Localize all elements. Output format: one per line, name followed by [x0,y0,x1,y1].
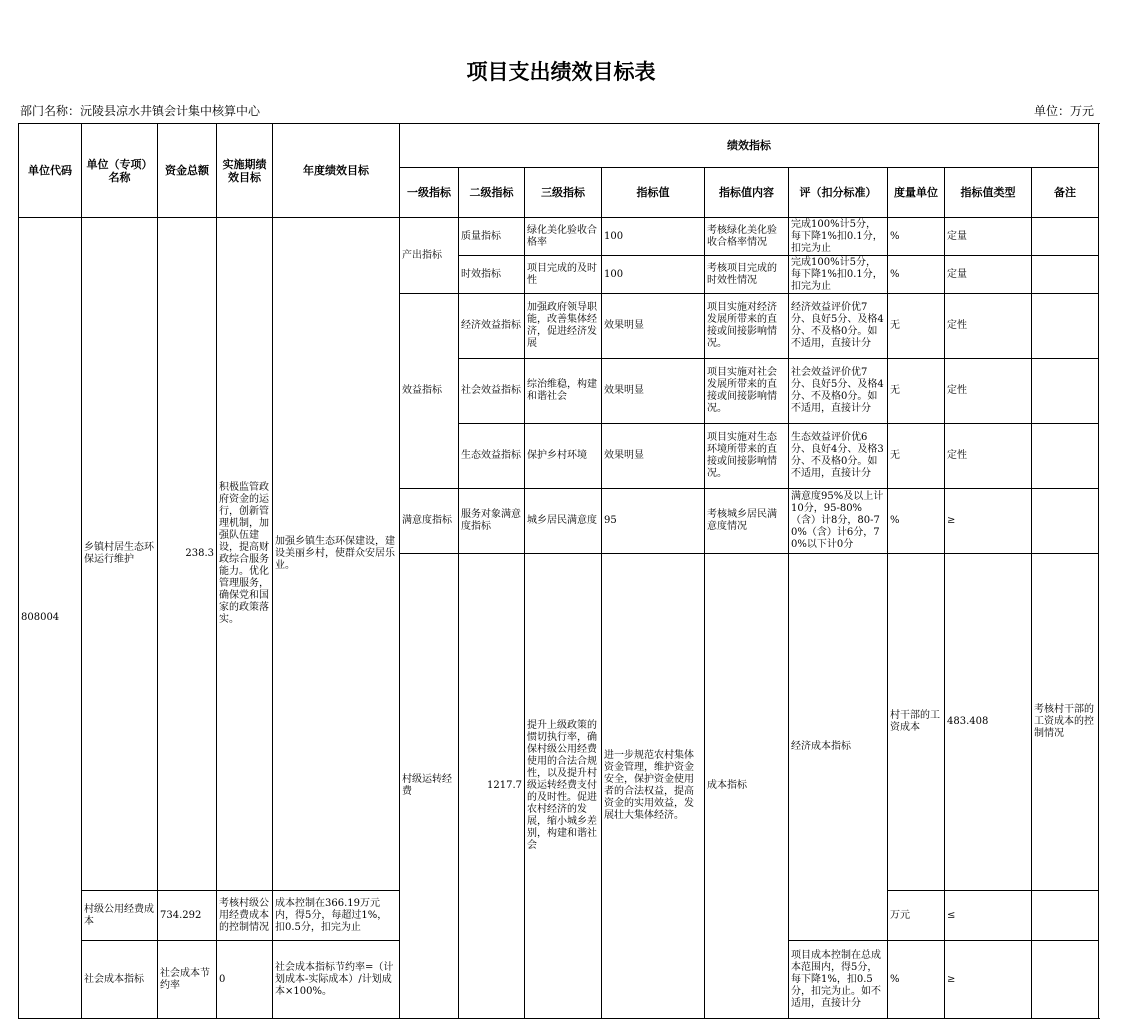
header-unit-name: 单位（专项）名称 [82,124,158,218]
content-cell: 考核村干部的工资成本的控制情况 [1032,554,1099,891]
level3-cell: 城乡居民满意度 [525,489,602,554]
funds-cell: 238.3 [158,218,217,891]
header-period-goal: 实施期绩效目标 [217,124,273,218]
currency-unit: 单位：万元 [1033,104,1094,118]
level2-cell: 经济成本指标 [789,554,888,941]
header-measure-unit: 度量单位 [888,168,945,218]
header-annual-goal: 年度绩效目标 [273,124,400,218]
level1-cell: 效益指标 [400,294,459,489]
value-cell: 95 [602,489,705,554]
scoring-cell: 满意度95%及以上计10分，95-80%（含）计8分，80-70%（含）计6分，70%以下计0分 [789,489,888,554]
level2-cell: 社会成本指标 [82,941,158,1019]
scoring-cell: 完成100%计5分，每下降1%扣0.1分，扣完为止 [789,256,888,294]
remark-cell [1032,891,1099,941]
content-cell: 社会成本指标节约率=（计划成本-实际成本）/计划成本×100%。 [273,941,400,1019]
remark-cell [1032,359,1099,424]
level3-cell: 社会成本节约率 [158,941,217,1019]
value-cell: 效果明显 [602,294,705,359]
level3-cell: 加强政府领导职能，改善集体经济，促进经济发展 [525,294,602,359]
remark-cell [1032,218,1099,256]
level2-cell: 服务对象满意度指标 [459,489,525,554]
header-level1: 一级指标 [400,168,459,218]
remark-cell [1032,489,1099,554]
annual-goal-cell: 加强乡镇生态环保建设，建设美丽乡村，使群众安居乐业。 [273,218,400,891]
type-cell: 定性 [945,424,1032,489]
value-cell: 0 [217,941,273,1019]
annual-goal-cell: 进一步规范农村集体资金管理，维护资金安全，保护资金使用者的合法权益，提高资金的实用效益，发展壮大集体经济。 [602,554,705,1019]
unit-cell: % [888,218,945,256]
department-name: 部门名称：沅陵县凉水井镇会计集中核算中心 [20,104,261,118]
header-total-funds: 资金总额 [158,124,217,218]
table-row [19,218,1099,256]
content-cell: 项目实施对经济发展所带来的直接或间接影响情况。 [705,294,789,359]
remark-cell [1032,941,1099,1019]
project-name-cell: 村级运转经费 [400,554,459,1019]
unit-cell: % [888,941,945,1019]
level2-cell: 经济效益指标 [459,294,525,359]
scoring-cell: 经济效益评价优7分、良好5分、及格4分、不及格0分。如不适用，直接计分 [789,294,888,359]
level3-cell: 村级公用经费成本 [82,891,158,941]
content-cell: 项目实施对社会发展所带来的直接或间接影响情况。 [705,359,789,424]
header-content: 指标值内容 [705,168,789,218]
page-title: 项目支出绩效目标表 [466,60,656,84]
value-cell: 483.408 [945,554,1032,891]
level1-cell: 满意度指标 [400,489,459,554]
value-cell: 100 [602,218,705,256]
level3-cell: 保护乡村环境 [525,424,602,489]
type-cell: ≥ [945,489,1032,554]
level3-cell: 村干部的工资成本 [888,554,945,891]
funds-cell: 1217.7 [459,554,525,1019]
type-cell: 定量 [945,256,1032,294]
header-remark: 备注 [1032,168,1099,218]
type-cell: 定量 [945,218,1032,256]
scoring-cell: 成本控制在366.19万元内，得5分，每超过1%，扣0.5分，扣完为止 [273,891,400,941]
value-cell: 效果明显 [602,424,705,489]
level2-cell: 生态效益指标 [459,424,525,489]
content-cell: 项目实施对生态环境所带来的直接或间接影响情况。 [705,424,789,489]
scoring-cell: 社会效益评价优7分、良好5分、及格4分、不及格0分。如不适用，直接计分 [789,359,888,424]
value-cell: 效果明显 [602,359,705,424]
level3-cell: 绿化美化验收合格率 [525,218,602,256]
unit-code-cell: 808004 [19,218,82,1019]
level3-cell: 综治维稳，构建和谐社会 [525,359,602,424]
type-cell: ≥ [945,941,1032,1019]
header-indicators: 绩效指标 [400,124,1099,168]
level2-cell: 时效指标 [459,256,525,294]
content-cell: 考核村级公用经费成本的控制情况 [217,891,273,941]
level3-cell: 项目完成的及时性 [525,256,602,294]
header-unit-code: 单位代码 [19,124,82,218]
remark-cell [1032,256,1099,294]
content-cell: 考核绿化美化验收合格率情况 [705,218,789,256]
scoring-cell: 完成100%计5分，每下降1%扣0.1分，扣完为止 [789,218,888,256]
unit-cell: 无 [888,294,945,359]
level2-cell: 质量指标 [459,218,525,256]
content-cell: 考核城乡居民满意度情况 [705,489,789,554]
scoring-cell: 生态效益评价优6分、良好4分、及格3分、不及格0分。如不适用，直接计分 [789,424,888,489]
header-scoring: 评（扣分标准） [789,168,888,218]
header-level3: 三级指标 [525,168,602,218]
remark-cell [1032,424,1099,489]
content-cell: 考核项目完成的时效性情况 [705,256,789,294]
unit-cell: % [888,256,945,294]
period-goal-cell: 提升上级政策的惯切执行率，确保村级公用经费使用的合法合规性，以及提升村级运转经费支付的及时性。促进农村经济的发展，缩小城乡差别，构建和谐社会 [525,554,602,1019]
unit-cell: 无 [888,359,945,424]
project-name-cell: 乡镇村居生态环保运行维护 [82,218,158,891]
remark-cell [1032,294,1099,359]
type-cell: 定性 [945,359,1032,424]
unit-cell: 无 [888,424,945,489]
period-goal-cell: 积极监管政府资金的运行，创新管理机制，加强队伍建设，提高财政综合服务能力。优化管理服务，确保党和国家的政策落实。 [217,218,273,891]
type-cell: 定性 [945,294,1032,359]
scoring-cell: 项目成本控制在总成本范围内，得5分，每下降1%，扣0.5分，扣完为止。如不适用，直接计分 [789,941,888,1019]
header-level2: 二级指标 [459,168,525,218]
unit-cell: % [888,489,945,554]
performance-target-table [18,123,1099,1019]
level1-cell: 产出指标 [400,218,459,294]
header-value-type: 指标值类型 [945,168,1032,218]
unit-cell: 万元 [888,891,945,941]
value-cell: 734.292 [158,891,217,941]
value-cell: 100 [602,256,705,294]
level1-cell: 成本指标 [705,554,789,1019]
level2-cell: 社会效益指标 [459,359,525,424]
type-cell: ≤ [945,891,1032,941]
header-value: 指标值 [602,168,705,218]
